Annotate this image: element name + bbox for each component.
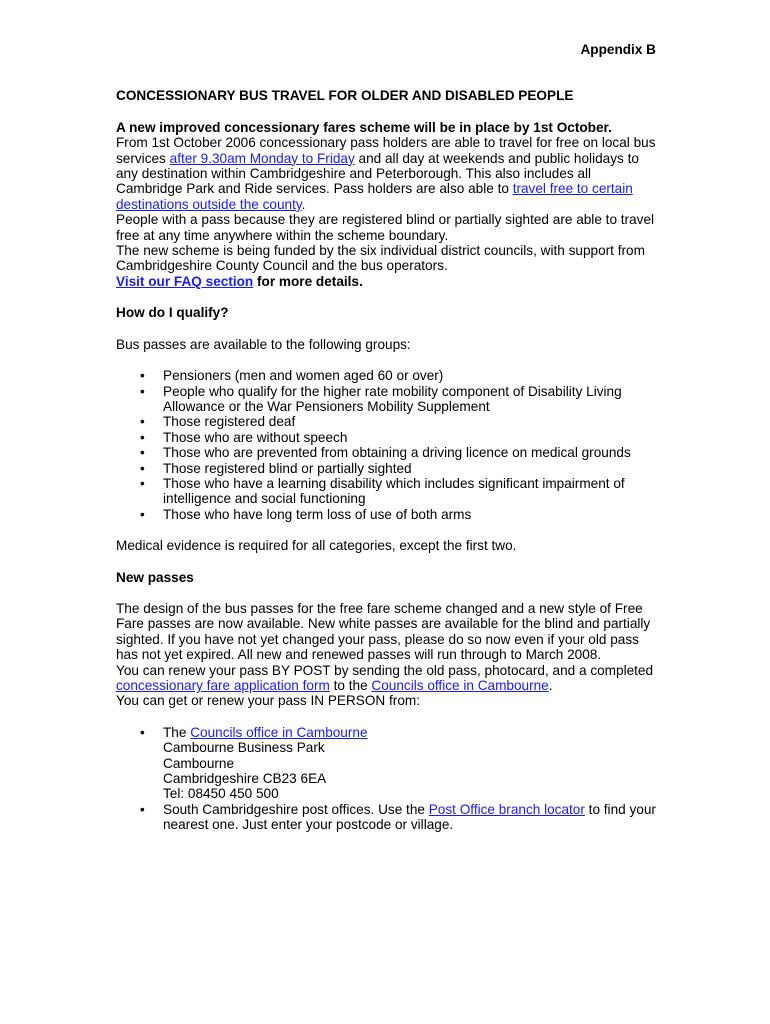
renew-text-a: You can renew your pass BY POST by sending the old pass, photocard, and a completed xyxy=(116,662,654,678)
new-passes-heading: New passes xyxy=(116,569,194,585)
address-line: Cambridgeshire CB23 6EA xyxy=(163,771,327,787)
address-phone: Tel: 08450 450 500 xyxy=(163,786,279,802)
faq-rest-text: for more details. xyxy=(253,273,363,289)
address-line: Cambourne Business Park xyxy=(163,740,325,756)
list-item: • Those who are without speech xyxy=(116,430,656,445)
appendix-label: Appendix B xyxy=(580,42,656,57)
document-title: CONCESSIONARY BUS TRAVEL FOR OLDER AND DISABLED PEOPLE xyxy=(116,88,574,104)
list-item: • Those who are prevented from obtaining a driving licence on medical grounds xyxy=(116,445,656,460)
qualify-lead: Bus passes are available to the following groups: xyxy=(116,336,411,352)
qualify-heading: How do I qualify? xyxy=(116,305,229,321)
councils-office-cambourne-link[interactable]: Councils office in Cambourne xyxy=(190,724,368,740)
weekday-times-link[interactable]: after 9.30am Monday to Friday xyxy=(169,150,355,166)
qualify-list xyxy=(116,368,656,522)
councils-office-link[interactable]: Councils office in Cambourne xyxy=(371,678,549,693)
renew-text-c: . xyxy=(548,678,553,693)
list-item: • Pensioners (men and women aged 60 or over) xyxy=(116,368,656,383)
post-office-text-b: to find your nearest one. Just enter your postcode or village. xyxy=(163,801,656,833)
list-item: • Those registered blind or partially sighted xyxy=(116,461,656,476)
renew-by-post-paragraph xyxy=(116,663,656,694)
outside-county-link[interactable]: travel free to certain destinations outside the county xyxy=(116,181,633,212)
funding-paragraph: The new scheme is being funded by the six individual district councils, with support from Cambridgeshire County Council and the bus operators. xyxy=(116,243,645,274)
list-item: • Those registered deaf xyxy=(116,414,656,429)
medical-evidence-note: Medical evidence is required for all categories, except the first two. xyxy=(116,538,517,554)
blind-travel-paragraph: People with a pass because they are registered blind or partially sighted are able to travel free at any time anywhere within the scheme boundary. xyxy=(116,212,655,243)
intro-section xyxy=(116,120,656,289)
faq-paragraph xyxy=(116,274,656,289)
intro-text-a: From 1st October 2006 concessionary pass holders are able to travel for free on local bus services xyxy=(116,135,656,166)
office-prefix: The xyxy=(163,724,191,740)
list-item xyxy=(116,802,656,833)
faq-link[interactable]: Visit our FAQ section xyxy=(116,273,254,289)
renew-text-b: to the xyxy=(329,678,372,693)
post-office-text-a: South Cambridgeshire post offices. Use the xyxy=(163,801,429,817)
new-passes-paragraph: The design of the bus passes for the free fare scheme changed and a new style of Free Fare passes are now available. New white passes are available for the blind and partially sighted. If you have not yet changed your pass, please do so now even if your old pass has not yet expired. All new and renewed passes will run through to March 2008. xyxy=(116,600,651,663)
intro-text-c: . xyxy=(301,196,306,212)
branch-locator-link[interactable]: Post Office branch locator xyxy=(428,801,585,817)
list-item: • Those who have a learning disability which includes significant impairment of intelligence and social functioning xyxy=(116,476,656,507)
application-form-link[interactable]: concessionary fare application form xyxy=(116,678,330,693)
intro-headline: A new improved concessionary fares scheme will be in place by 1st October. xyxy=(116,119,612,135)
list-item: • People who qualify for the higher rate mobility component of Disability Living Allowance or the War Pensioners Mobility Supplement xyxy=(116,384,656,415)
intro-paragraph xyxy=(116,135,656,212)
address-line: Cambourne xyxy=(163,755,235,771)
in-person-paragraph: You can get or renew your pass IN PERSON from: xyxy=(116,693,420,709)
intro-text-b: and all day at weekends and public holidays to any destination within Cambridgeshire and Peterborough. This also includes all Cambridge Park and Ride services. Pass holders are also able to xyxy=(116,150,639,197)
locations-list xyxy=(116,725,656,833)
list-item xyxy=(116,725,656,802)
document-page xyxy=(116,42,656,833)
list-item: • Those who have long term loss of use of both arms xyxy=(116,507,656,522)
